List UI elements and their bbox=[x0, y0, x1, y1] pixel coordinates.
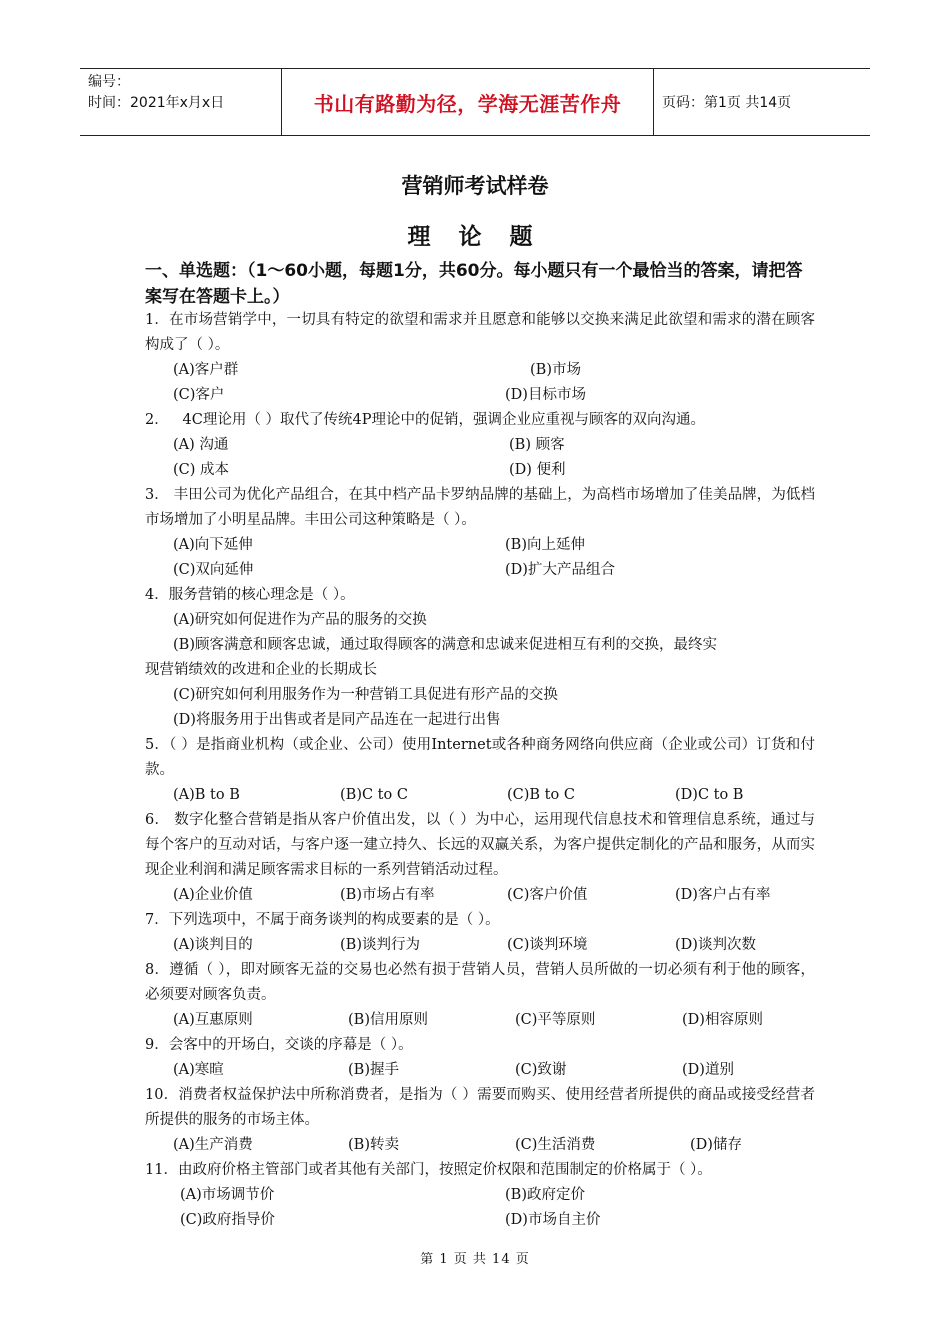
option-b: (B)向上延伸 bbox=[505, 537, 585, 553]
option-a: (A)向下延伸 bbox=[173, 537, 253, 553]
question-4 bbox=[145, 583, 815, 733]
option-c: (C)客户价值 bbox=[507, 887, 588, 903]
option-b-continued: 现营销绩效的改进和企业的长期成长 bbox=[145, 662, 377, 678]
option-c: (C)致谢 bbox=[515, 1062, 567, 1078]
option-d: (D)将服务用于出售或者是同产品连在一起进行出售 bbox=[173, 712, 501, 728]
question-text: 9．会客中的开场白，交谈的序幕是（ ）。 bbox=[145, 1037, 413, 1053]
option-a: (A)生产消费 bbox=[173, 1137, 253, 1153]
option-c: (C)双向延伸 bbox=[173, 562, 254, 578]
document-subtitle: 理 论 题 bbox=[407, 224, 543, 250]
option-b: (B)市场 bbox=[530, 362, 581, 378]
option-c: (C)生活消费 bbox=[515, 1137, 596, 1153]
question-text: 2． 4C理论用（ ）取代了传统4P理论中的促销，强调企业应重视与顾客的双向沟通。 bbox=[145, 412, 705, 428]
question-text: 10．消费者权益保护法中所称消费者，是指为（ ）需要而购买、使用经营者所提供的商品或接受经营者所提供的服务的市场主体。 bbox=[145, 1087, 815, 1128]
question-text: 7．下列选项中，不属于商务谈判的构成要素的是（ ）。 bbox=[145, 912, 500, 928]
option-b: (B)信用原则 bbox=[348, 1012, 428, 1028]
option-b: (B) 顾客 bbox=[509, 437, 565, 453]
option-b: (B)谈判行为 bbox=[340, 937, 420, 953]
question-7 bbox=[145, 908, 815, 958]
question-text: 1．在市场营销学中，一切具有特定的欲望和需求并且愿意和能够以交换来满足此欲望和需求的潜在顾客构成了（ ）。 bbox=[145, 312, 815, 353]
option-c: (C) 成本 bbox=[173, 462, 230, 478]
document-title: 营销师考试样卷 bbox=[401, 174, 549, 198]
option-d: (D)目标市场 bbox=[505, 387, 586, 403]
option-c: (C)平等原则 bbox=[515, 1012, 596, 1028]
option-b: (B)市场占有率 bbox=[340, 887, 435, 903]
page-footer: 第 1 页 共 14 页 bbox=[420, 1252, 530, 1267]
option-d: (D)市场自主价 bbox=[505, 1212, 601, 1228]
option-c: (C)研究如何利用服务作为一种营销工具促进有形产品的交换 bbox=[173, 687, 558, 703]
question-text: 4．服务营销的核心理念是（ ）。 bbox=[145, 587, 355, 603]
option-d: (D)谈判次数 bbox=[675, 937, 756, 953]
page-header bbox=[80, 68, 870, 136]
option-d: (D)客户占有率 bbox=[675, 887, 771, 903]
question-1 bbox=[145, 308, 815, 408]
option-a: (A)谈判目的 bbox=[173, 937, 253, 953]
option-c: (C)政府指导价 bbox=[180, 1212, 275, 1228]
option-a: (A)B to B bbox=[173, 787, 240, 803]
question-text: 5．（ ）是指商业机构（或企业、公司）使用Internet或各种商务网络向供应商（企业或公司）订货和付款。 bbox=[145, 737, 815, 778]
option-c: (C)B to C bbox=[507, 787, 575, 803]
option-b: (B)政府定价 bbox=[505, 1187, 585, 1203]
question-text: 8．遵循（ ），即对顾客无益的交易也必然有损于营销人员，营销人员所做的一切必须有利于他的顾客，必须要对顾客负责。 bbox=[145, 962, 815, 1003]
question-text: 6． 数字化整合营销是指从客户价值出发，以（ ）为中心，运用现代信息技术和管理信息系统，通过与每个客户的互动对话，与客户逐一建立持久、长远的双赢关系，为客户提供定制化的产品和服务，从而实现企业利润和满足顾客需求目标的一系列营销活动过程。 bbox=[145, 812, 815, 878]
option-b: (B)握手 bbox=[348, 1062, 399, 1078]
section-heading: 一、单选题：（1～60小题，每题1分，共60分。每小题只有一个最恰当的答案，请把答案写在答题卡上。） bbox=[145, 261, 803, 307]
option-a: (A) 沟通 bbox=[173, 437, 229, 453]
option-a: (A)研究如何促进作为产品的服务的交换 bbox=[173, 612, 427, 628]
option-c: (C)客户 bbox=[173, 387, 225, 403]
question-6 bbox=[145, 808, 815, 908]
option-b: (B)C to C bbox=[340, 787, 408, 803]
question-text: 3． 丰田公司为优化产品组合，在其中档产品卡罗纳品牌的基础上，为高档市场增加了佳美品牌，为低档市场增加了小明星品牌。丰田公司这种策略是（ ）。 bbox=[145, 487, 815, 528]
question-11 bbox=[145, 1158, 815, 1233]
time-label: 时间：2021年x月x日 bbox=[88, 95, 225, 111]
question-8 bbox=[145, 958, 815, 1033]
option-b: (B)转卖 bbox=[348, 1137, 399, 1153]
question-3 bbox=[145, 483, 815, 583]
option-b: (B)顾客满意和顾客忠诚，通过取得顾客的满意和忠诚来促进相互有利的交换，最终实 bbox=[173, 637, 717, 653]
option-d: (D)道别 bbox=[682, 1062, 734, 1078]
option-c: (C)谈判环境 bbox=[507, 937, 588, 953]
question-9 bbox=[145, 1033, 815, 1083]
option-d: (D)C to B bbox=[675, 787, 744, 803]
header-page-info: 页码：第1页 共14页 bbox=[662, 95, 792, 111]
header-meta bbox=[80, 69, 281, 135]
number-label: 编号： bbox=[88, 74, 130, 90]
option-a: (A)客户群 bbox=[173, 362, 239, 378]
question-list bbox=[145, 308, 815, 1233]
question-5 bbox=[145, 733, 815, 808]
option-d: (D)扩大产品组合 bbox=[505, 562, 615, 578]
option-d: (D) 便利 bbox=[509, 462, 566, 478]
question-10 bbox=[145, 1083, 815, 1158]
option-a: (A)企业价值 bbox=[173, 887, 253, 903]
option-a: (A)寒暄 bbox=[173, 1062, 224, 1078]
option-a: (A)市场调节价 bbox=[180, 1187, 275, 1203]
option-d: (D)储存 bbox=[690, 1137, 742, 1153]
question-text: 11．由政府价格主管部门或者其他有关部门，按照定价权限和范围制定的价格属于（ ）。 bbox=[145, 1162, 712, 1178]
question-2 bbox=[145, 408, 815, 483]
option-d: (D)相容原则 bbox=[682, 1012, 763, 1028]
header-motto: 书山有路勤为径，学海无涯苦作舟 bbox=[281, 69, 654, 135]
option-a: (A)互惠原则 bbox=[173, 1012, 253, 1028]
